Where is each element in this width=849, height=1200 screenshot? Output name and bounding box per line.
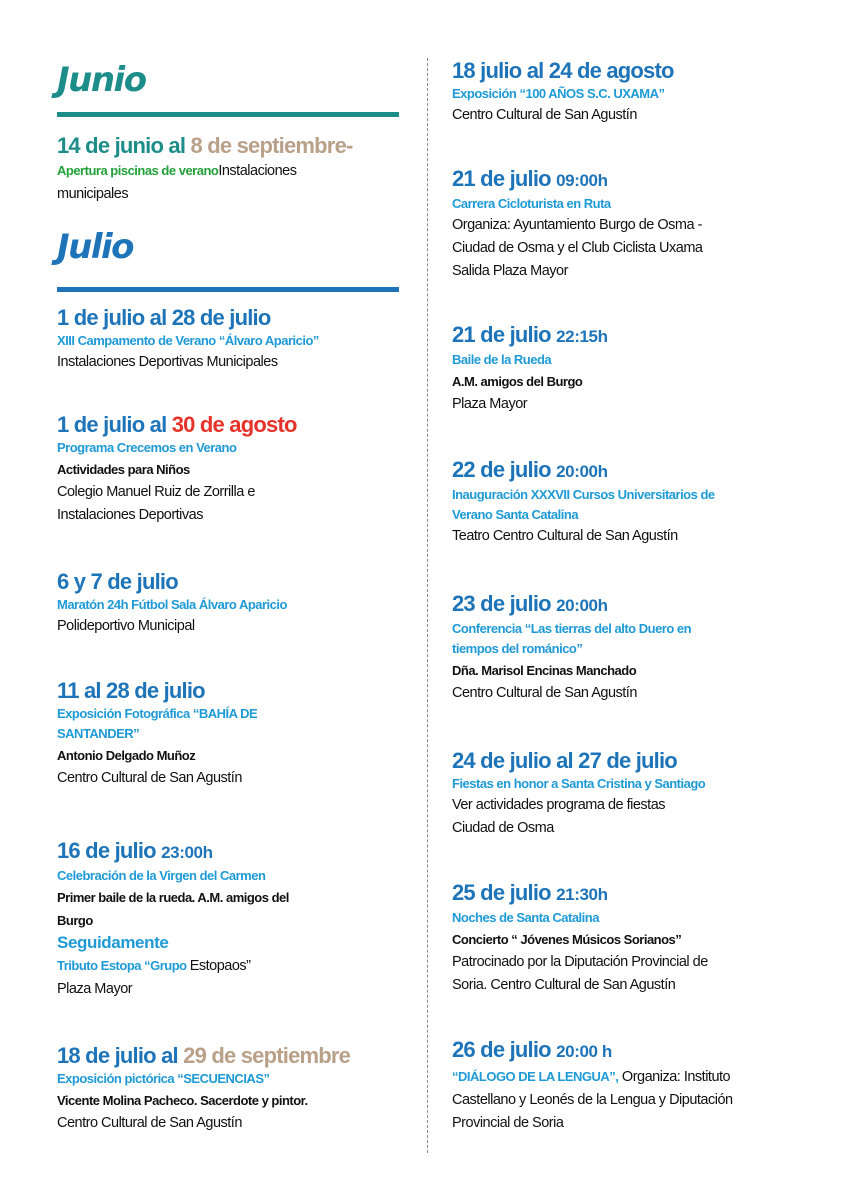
date-text: 25 de julio	[452, 880, 557, 905]
date-end: 8 de septiembre-	[190, 133, 353, 158]
event-date	[452, 591, 802, 619]
event-time: 22:15h	[556, 327, 608, 346]
month-rule-julio	[57, 287, 399, 292]
month-heading-junio: Junio	[57, 60, 146, 100]
event-detail	[452, 1065, 802, 1089]
event-title-cont: Verano Santa Catalina	[452, 507, 579, 522]
date-end: 29 de septiembre	[183, 1043, 351, 1068]
date-text: 26 de julio	[452, 1037, 557, 1062]
event-place: Provincial de Soria	[452, 1115, 564, 1131]
event-title: “DIÁLOGO DE LA LENGUA”,	[452, 1069, 619, 1084]
event-place-cont: municipales	[57, 186, 129, 202]
event-noches-santa-catalina	[452, 880, 802, 997]
seguidamente-label: Seguidamente	[57, 933, 169, 952]
event-date	[57, 412, 402, 438]
date-start: 18 de julio al	[57, 1043, 184, 1068]
event-title: Programa Crecemos en Verano	[57, 440, 237, 455]
tribute-title: Tributo Estopa “Grupo	[57, 958, 190, 973]
event-place: Salida Plaza Mayor	[452, 263, 568, 279]
event-title: Inauguración XXXVII Cursos Universitarios de	[452, 487, 715, 502]
event-date	[452, 166, 802, 194]
event-title: Apertura piscinas de verano	[57, 163, 219, 178]
event-subtitle-cont: Burgo	[57, 913, 93, 928]
event-date	[452, 1037, 802, 1065]
event-detail-cont: Ciudad de Osma y el Club Ciclista Uxama	[452, 240, 703, 256]
event-baile-rueda	[452, 322, 802, 416]
event-place: Ciudad de Osma	[452, 820, 554, 836]
event-date	[452, 322, 802, 350]
event-detail: Organiza: Ayuntamiento Burgo de Osma -	[452, 217, 702, 233]
event-place: Colegio Manuel Ruiz de Zorrilla e	[57, 484, 255, 500]
event-description	[57, 159, 402, 183]
event-detail: Ver actividades programa de fiestas	[452, 797, 666, 813]
event-crecemos	[57, 412, 402, 527]
event-subtitle: Vicente Molina Pacheco. Sacerdote y pintor.	[57, 1093, 308, 1108]
event-place: Soria. Centro Cultural de San Agustín	[452, 977, 676, 993]
event-date: 11 al 28 de julio	[57, 678, 205, 703]
event-subtitle: Actividades para Niños	[57, 462, 190, 477]
event-date: 1 de julio al 28 de julio	[57, 305, 271, 330]
event-conferencia	[452, 591, 802, 705]
event-cursos-universitarios	[452, 457, 802, 548]
event-date: 6 y 7 de julio	[57, 569, 178, 594]
event-subtitle: Dña. Marisol Encinas Manchado	[452, 663, 637, 678]
event-subtitle: Antonio Delgado Muñoz	[57, 748, 196, 763]
date-text: 21 de julio	[452, 166, 557, 191]
event-time: 20:00h	[556, 596, 608, 615]
event-place: Centro Cultural de San Agustín	[452, 107, 637, 123]
event-subtitle: Primer baile de la rueda. A.M. amigos del	[57, 890, 289, 905]
event-date	[57, 838, 402, 866]
event-place-cont: Instalaciones Deportivas	[57, 507, 203, 523]
event-date: 24 de julio al 27 de julio	[452, 748, 677, 773]
event-time: 20:00 h	[556, 1042, 612, 1061]
tribute-line	[57, 954, 402, 978]
event-title: Exposición Fotográfica “BAHÍA DE	[57, 706, 258, 721]
event-time: 20:00h	[556, 462, 608, 481]
event-detail: Patrocinado por la Diputación Provincial de	[452, 954, 708, 970]
event-subtitle: Concierto “ Jóvenes Músicos Sorianos”	[452, 932, 682, 947]
event-place: Instalaciones Deportivas Municipales	[57, 354, 278, 370]
date-start: 14 de junio al	[57, 133, 191, 158]
event-uxama	[452, 58, 802, 127]
event-place: Teatro Centro Cultural de San Agustín	[452, 528, 678, 544]
event-place: Plaza Mayor	[57, 981, 133, 997]
column-divider	[427, 58, 428, 1153]
event-title: Exposición “100 AÑOS S.C. UXAMA”	[452, 86, 665, 101]
event-maraton	[57, 569, 402, 638]
date-end: 30 de agosto	[171, 412, 297, 437]
event-secuencias	[57, 1043, 402, 1135]
event-dialogo-lengua	[452, 1037, 802, 1135]
event-title: Noches de Santa Catalina	[452, 910, 599, 925]
event-date	[452, 880, 802, 908]
event-cicloturista	[452, 166, 802, 283]
event-title: Conferencia “Las tierras del alto Duero en	[452, 621, 692, 636]
event-place: Instalaciones	[218, 163, 297, 179]
event-detail-cont: Castellano y Leonés de la Lengua y Diputación	[452, 1092, 733, 1108]
event-date	[57, 133, 402, 159]
tribute-name: Estopaos”	[189, 958, 251, 974]
event-date: 18 julio al 24 de agosto	[452, 58, 674, 83]
event-virgen-carmen	[57, 838, 402, 1001]
event-title: Fiestas en honor a Santa Cristina y Santiago	[452, 776, 706, 791]
date-text: 16 de julio	[57, 838, 162, 863]
event-time: 23:00h	[161, 843, 213, 862]
event-time: 09:00h	[556, 171, 608, 190]
event-place: Plaza Mayor	[452, 396, 528, 412]
event-campamento	[57, 305, 402, 374]
event-title: Baile de la Rueda	[452, 352, 552, 367]
event-junio-piscinas	[57, 133, 402, 206]
event-place: Centro Cultural de San Agustín	[57, 770, 242, 786]
event-title: Maratón 24h Fútbol Sala Álvaro Aparicio	[57, 597, 287, 612]
date-text: 22 de julio	[452, 457, 557, 482]
event-title: Exposición pictórica “SECUENCIAS”	[57, 1071, 270, 1086]
date-text: 23 de julio	[452, 591, 557, 616]
event-subtitle: A.M. amigos del Burgo	[452, 374, 583, 389]
event-title: Celebración de la Virgen del Carmen	[57, 868, 266, 883]
month-heading-julio: Julio	[57, 227, 134, 267]
month-rule-junio	[57, 112, 399, 117]
event-title-cont: SANTANDER”	[57, 726, 140, 741]
event-place: Centro Cultural de San Agustín	[57, 1115, 242, 1131]
event-fiestas	[452, 748, 802, 840]
event-place: Polideportivo Municipal	[57, 618, 195, 634]
event-organizer: Organiza: Instituto	[618, 1069, 731, 1085]
event-title-cont: tiempos del románico”	[452, 641, 583, 656]
event-time: 21:30h	[556, 885, 608, 904]
event-title: XIII Campamento de Verano “Álvaro Aparicio”	[57, 333, 319, 348]
event-date	[452, 457, 802, 485]
date-text: 21 de julio	[452, 322, 557, 347]
event-place: Centro Cultural de San Agustín	[452, 685, 637, 701]
event-date	[57, 1043, 402, 1069]
date-start: 1 de julio al	[57, 412, 172, 437]
event-exposicion-santander	[57, 678, 402, 790]
event-title: Carrera Cicloturista en Ruta	[452, 196, 611, 211]
